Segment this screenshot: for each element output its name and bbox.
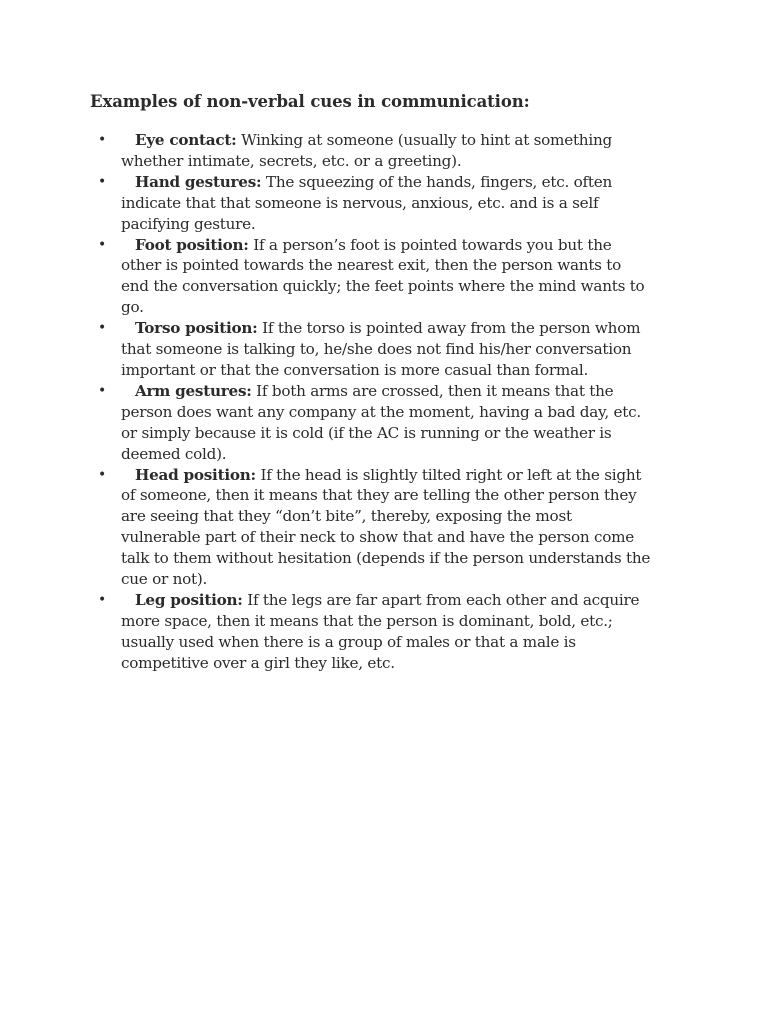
list-item: [0, 590, 651, 674]
list-item: [0, 381, 651, 465]
cue-term: Eye contact:: [135, 131, 237, 149]
cue-description: If the legs are far apart from each other and acquire more space, then it means that the person is dominant, bold, etc.; usually used when there is a group of males or that a male is competitive over a girl they like, etc.: [121, 590, 640, 672]
cue-description: If the head is slightly tilted right or left at the sight of someone, then it means that they are telling the other person they are seeing that they “don’t bite”, thereby, exposing the most vulnerable part of their neck to show that and have the person come talk to them without hesitation (depends if the person understands the cue or not).: [121, 465, 651, 589]
list-item: [0, 172, 651, 235]
document-heading: Examples of non-verbal cues in communication:: [90, 92, 530, 111]
bullet-icon: •: [98, 382, 107, 399]
bullet-icon: •: [98, 236, 107, 253]
cue-list: [0, 130, 768, 674]
cue-description: If both arms are crossed, then it means that the person does want any company at the moment, having a bad day, etc. or simply because it is cold (if the AC is running or the weather is deemed cold).: [121, 381, 641, 463]
bullet-icon: •: [98, 320, 107, 337]
cue-term: Leg position:: [135, 590, 243, 609]
cue-term: Arm gestures:: [135, 381, 252, 400]
bullet-icon: •: [98, 591, 107, 608]
cue-description: Winking at someone (usually to hint at something whether intimate, secrets, etc. or a greeting).: [121, 131, 612, 170]
bullet-icon: •: [98, 466, 107, 483]
list-item: [0, 235, 651, 319]
list-item: [0, 318, 651, 381]
cue-description: The squeezing of the hands, fingers, etc. often indicate that that someone is nervous, anxious, etc. and is a self pacifying gesture.: [121, 172, 613, 233]
cue-term: Torso position:: [135, 319, 258, 338]
cue-description: If a person’s foot is pointed towards you but the other is pointed towards the nearest exit, then the person wants to end the conversation quickly; the feet points where the mind wants to go.: [121, 235, 645, 317]
cue-term: Hand gestures:: [135, 172, 262, 191]
bullet-icon: •: [98, 132, 107, 148]
cue-description: If the torso is pointed away from the person whom that someone is talking to, he/she does not find his/her conversation important or that the conversation is more casual than formal.: [121, 319, 641, 379]
bullet-icon: •: [98, 173, 107, 190]
cue-term: Head position:: [135, 465, 256, 484]
list-item: [0, 465, 651, 590]
list-item: [0, 130, 651, 172]
cue-term: Foot position:: [135, 235, 249, 254]
